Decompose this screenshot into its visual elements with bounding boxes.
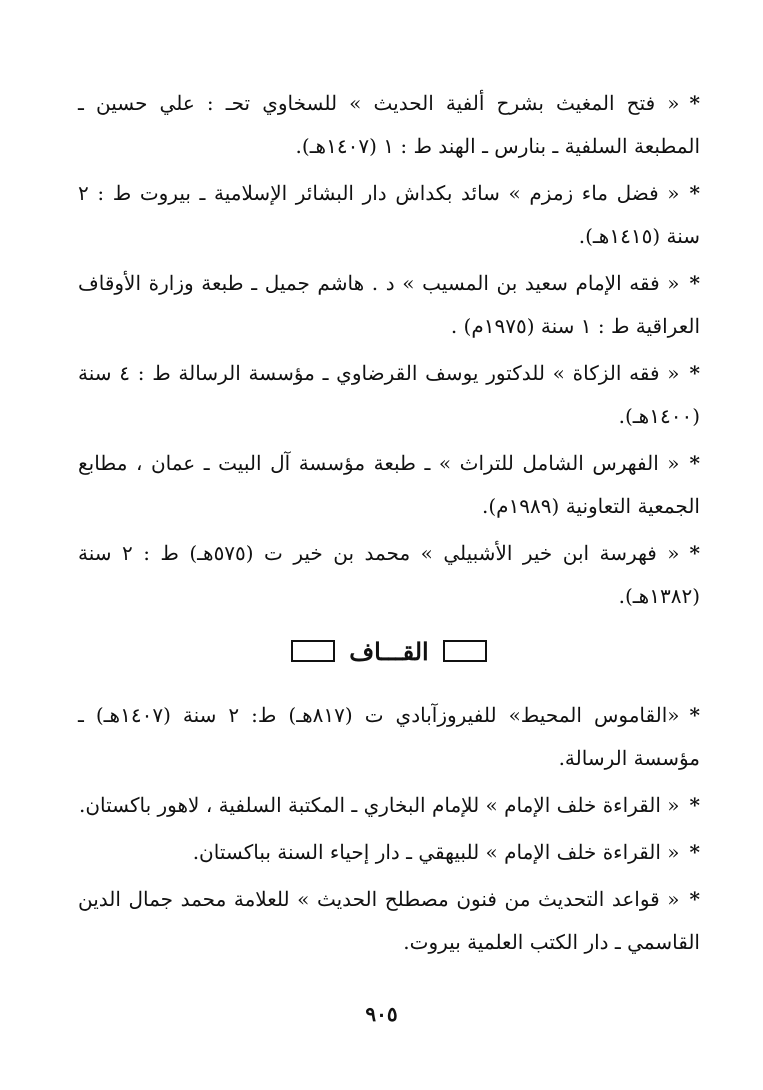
entry-text: « فضل ماء زمزم » سائد بكداش دار البشائر الإسلامية ـ بيروت ط : ٢ سنة (١٤١٥هـ). (78, 181, 700, 248)
page-number: ٩٠٥ (365, 1002, 398, 1026)
entry-text: « القراءة خلف الإمام » للإمام البخاري ـ المكتبة السلفية ، لاهور باكستان. (78, 793, 680, 817)
bullet-star: * (689, 793, 700, 817)
bullet-star: * (689, 887, 700, 911)
entry-text: « قواعد التحديث من فنون مصطلح الحديث » للعلامة محمد جمال الدين القاسمي ـ دار الكتب العلمية بيروت. (78, 887, 700, 954)
bullet-star: * (689, 451, 700, 475)
entry-text: « القراءة خلف الإمام » للبيهقي ـ دار إحياء السنة بباكستان. (192, 840, 680, 864)
entry-text: « فقه الزكاة » للدكتور يوسف القرضاوي ـ مؤسسة الرسالة ط : ٤ سنة (١٤٠٠هـ). (78, 361, 700, 428)
bibliography-entry (78, 172, 700, 258)
bullet-star: * (689, 271, 700, 295)
bibliography-entry (78, 442, 700, 528)
bullet-star: * (689, 840, 700, 864)
header-ornament-box (291, 640, 335, 662)
section-header (78, 636, 700, 666)
bibliography-entry (78, 831, 700, 874)
bibliography-entry (78, 532, 700, 618)
entry-text: « الفهرس الشامل للتراث » ـ طبعة مؤسسة آل البيت ـ عمان ، مطابع الجمعية التعاونية (١٩٨٩م). (78, 451, 700, 518)
entry-text: « فهرسة ابن خير الأشبيلي » محمد بن خير ت (٥٧٥هـ) ط : ٢ سنة (١٣٨٢هـ). (78, 541, 700, 608)
bibliography-entry (78, 784, 700, 827)
entry-text: « فقه الإمام سعيد بن المسيب » د . هاشم جميل ـ طبعة وزارة الأوقاف العراقية ط : ١ سنة (١٩٧٥م) . (78, 271, 700, 338)
section-title: القـــاف (349, 636, 429, 666)
bibliography-entry (78, 82, 700, 168)
bullet-star: * (689, 703, 700, 727)
bibliography-entry (78, 694, 700, 780)
bibliography-entry (78, 352, 700, 438)
bibliography-list (78, 82, 700, 968)
entry-text: « فتح المغيث بشرح ألفية الحديث » للسخاوي تحـ : علي حسين ـ المطبعة السلفية ـ بنارس ـ الهند ط : ١ (١٤٠٧هـ). (78, 91, 700, 158)
bullet-star: * (689, 91, 700, 115)
bullet-star: * (689, 181, 700, 205)
bibliography-entry (78, 878, 700, 964)
entry-text: «القاموس المحيط» للفيروزآبادي ت (٨١٧هـ) ط: ٢ سنة (١٤٠٧هـ) ـ مؤسسة الرسالة. (78, 703, 700, 770)
header-ornament-box (443, 640, 487, 662)
bibliography-entry (78, 262, 700, 348)
bullet-star: * (689, 361, 700, 385)
bullet-star: * (689, 541, 701, 565)
